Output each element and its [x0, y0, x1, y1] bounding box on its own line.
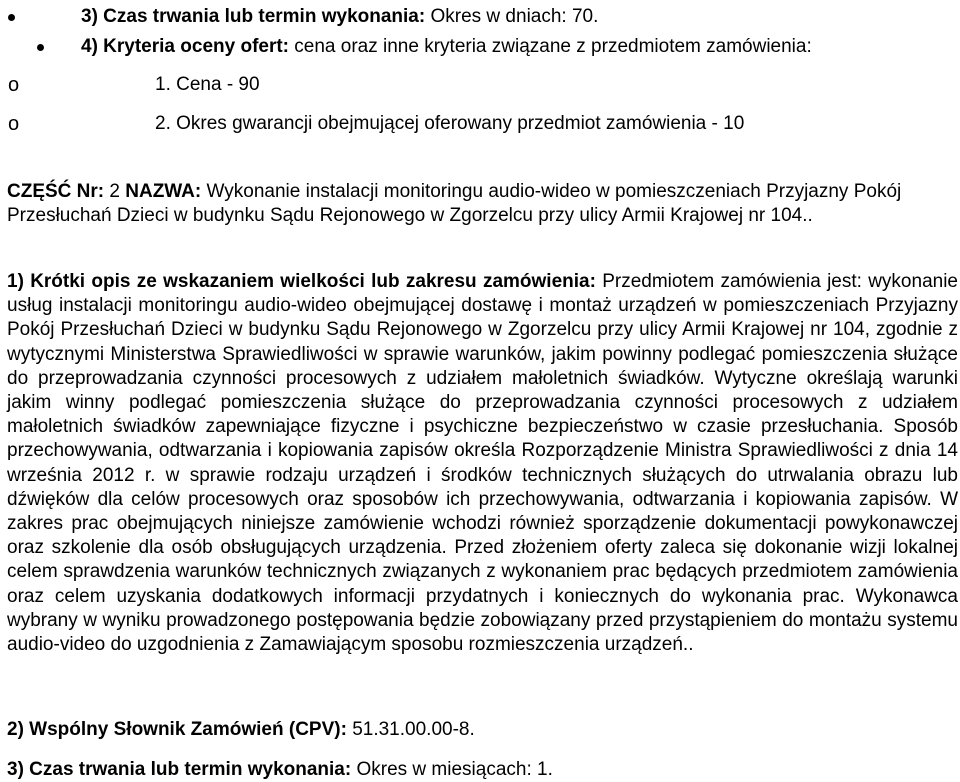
bullet-dot-icon [37, 44, 44, 51]
cpv-line [7, 718, 475, 742]
bullet-dot-icon [8, 14, 15, 21]
sub-item: 1. Cena - 90 [155, 74, 260, 95]
list-item [81, 5, 598, 29]
list-item-value: cena oraz inne kryteria związane z przedmiotem zamówienia: [289, 36, 812, 57]
sub-item: 2. Okres gwarancji obejmującej oferowany przedmiot zamówienia - 10 [155, 113, 745, 134]
list-item-value: Okres w dniach: 70. [425, 6, 599, 27]
list-item-label: 3) Czas trwania lub termin wykonania: [81, 6, 426, 27]
sub-item-marker: o [8, 113, 20, 135]
description-paragraph [7, 270, 958, 657]
part-label: CZĘŚĆ Nr: [7, 181, 105, 202]
description-label: 1) Krótki opis ze wskazaniem wielkości lub zakresu zamówienia: [7, 271, 596, 292]
part-heading [7, 180, 957, 228]
duration-label: 3) Czas trwania lub termin wykonania: [7, 759, 352, 780]
sub-item-marker: o [8, 74, 20, 96]
cpv-label: 2) Wspólny Słownik Zamówień (CPV): [7, 719, 347, 740]
part-name-label: NAZWA: [125, 181, 202, 202]
cpv-value: 51.31.00.00-8. [346, 719, 475, 740]
duration-value: Okres w miesiącach: 1. [351, 759, 553, 780]
description-text: Przedmiotem zamówienia jest: wykonanie usług instalacji monitoringu audio-wideo obejmującej dostawę i montaż urządzeń w pomieszczeniach Przyjazny Pokój Przesłuchań Dzieci w budynku Sądu Rejonowego w Zgorzelcu przy ulicy Armii Krajowej nr 104, zgodnie z wytycznymi Ministerstwa Sprawiedliwości w sprawie warunków, jakim powinny podlegać pomieszczenia służące do przeprowadzania czynności procesowych z udziałem małoletnich świadków. Wytyczne określają warunki jakim winny podlegać pomieszczenia służące do przeprowadzania czynności procesowych z udziałem małoletnich świadków zapewniające fizyczne i psychiczne bezpieczeństwo w czasie przesłuchania. Sposób przechowywania, odtwarzania i kopiowania zapisów określa Rozporządzenie Ministra Sprawiedliwości z dnia 14 września 2012 r. w sprawie rodzaju urządzeń i środków technicznych służących do utrwalania obrazu lub dźwięków dla celów procesowych oraz sposobów ich przechowywania, odtwarzania i kopiowania zapisów. W zakres prac obejmujących niniejsze zamówienie wchodzi również sporządzenie dokumentacji powykonawczej oraz szkolenie dla osób obsługujących urządzenia. Przed złożeniem oferty zaleca się dokonanie wizji lokalnej celem sprawdzenia warunków technicznych związanych z wykonaniem prac będących przedmiotem zamówienia oraz celem uzyskania dodatkowych informacji przydatnych i koniecznych do wykonania prac. Wykonawca wybrany w wyniku prowadzonego postępowania będzie zobowiązany przed przystąpieniem do montażu systemu audio-video do uzgodnienia z Zamawiającym sposobu rozmieszczenia urządzeń.. [7, 271, 958, 656]
part-name: Wykonanie instalacji monitoringu audio-wideo w pomieszczeniach Przyjazny Pokój Przesłuchań Dzieci w budynku Sądu Rejonowego w Zgorzelcu przy ulicy Armii Krajowej nr 104.. [7, 181, 902, 226]
list-item [81, 35, 812, 59]
duration-line [7, 758, 553, 782]
list-item-label: 4) Kryteria oceny ofert: [81, 36, 290, 57]
part-number: 2 [104, 181, 126, 202]
